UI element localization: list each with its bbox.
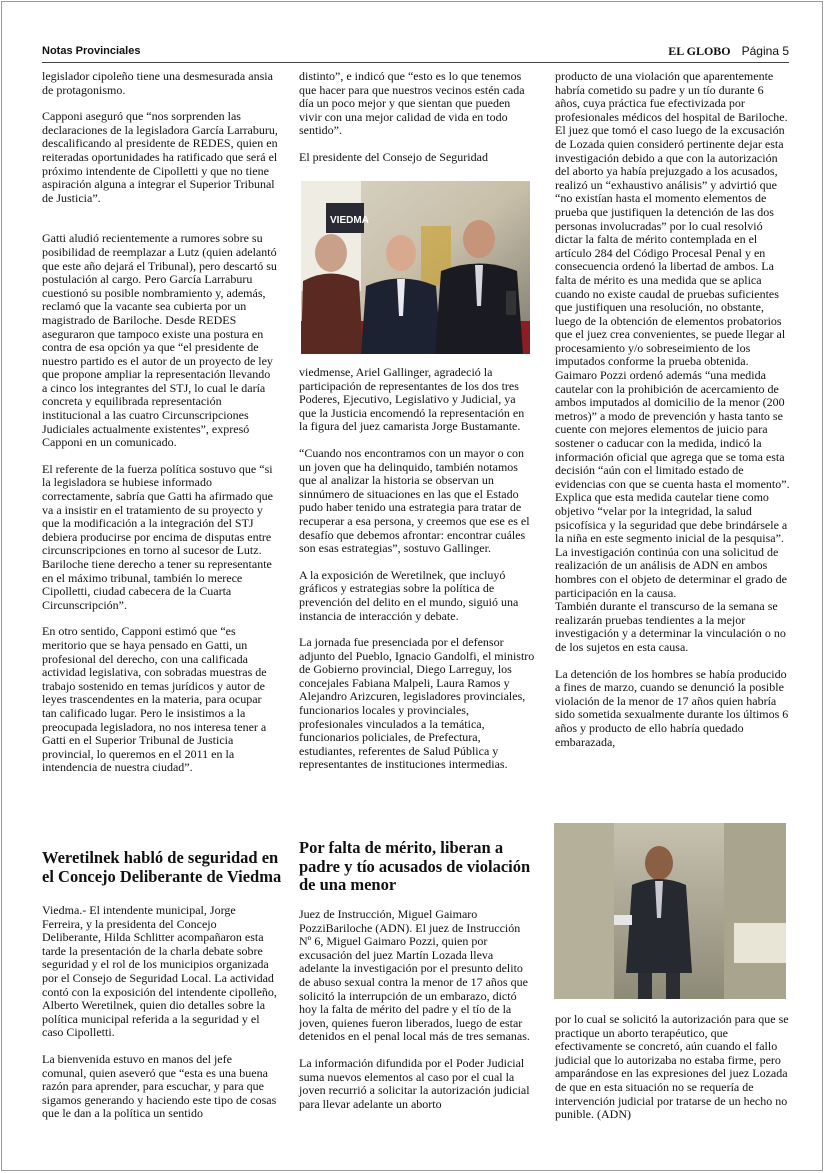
- paragraph: En otro sentido, Capponi estimó que “es meritorio que se haya pensado en Gatti, un profesional del derecho, con una calificada actividad legislativa, con sobradas muestras de trabajo sostenido en temas jurídicos y autor de leyes trascendentes en la materia, para ocupar tan calificado lugar. Pero le insistimos a la preocupada legisladora, no nos interesa tener a Gatti en el Superior Tribunal de Justicia provincial, lo queremos en el 2011 en la intendencia de nuestra ciudad”.: [42, 624, 267, 775]
- photo-security-panel: [301, 181, 530, 354]
- section-title: Notas Provinciales: [42, 45, 141, 57]
- photo-judge: [554, 823, 786, 999]
- photo-security-panel-image: [301, 181, 530, 354]
- paragraph: La información difundida por el Poder Judicial suma nuevos elementos al caso por el cual la joven recurrió a solicitar la autorización judicial para llevar adelante un aborto: [299, 1055, 530, 1111]
- photo-judge-image: [554, 823, 786, 999]
- page-header: [42, 44, 789, 63]
- paragraph: La bienvenida estuvo en manos del jefe comunal, quien aseveró que “esta es una buena razón para aprender, para escuchar, y para que sigamos generando y haciendo este tipo de cosas que le dan a la política un sentido: [42, 1051, 277, 1121]
- paragraph: El referente de la fuerza política sostuvo que “si la legisladora se hubiese informado correctamente, sabría que Gatti ha afirmado que va a insistir en el tratamiento de su proyecto y que la modificación a la integración del STJ debiera producirse por encima de disputas entre circunscripciones en torno al sucesor de Lutz. Bariloche tiene derecho a tener su representante en el máximo tribunal, también lo merece Cipolletti, ciudad cabecera de la Cuarta Circunscripción”.: [42, 461, 273, 612]
- page-number: Página 5: [741, 44, 789, 58]
- article-2-headline: Por falta de mérito, liberan a padre y tío acusados de violación de una menor: [299, 838, 531, 894]
- paragraph: A la exposición de Weretilnek, que incluyó gráficos y estrategias sobre la política de prevención del delito en el mundo, siguió una instancia de interacción y debate.: [299, 567, 519, 623]
- column-2-mid: [299, 366, 535, 785]
- paragraph: Capponi aseguró que “nos sorprenden las declaraciones de la legisladora García Larraburu, descalificando al presidente de REDES, quien en reiteradas oportunidades ha ratificado que será el próximo intendente de Cipolletti y que no tiene aspiración alguna a integrar el Superior Tribunal de Justicia”.: [42, 109, 278, 205]
- header-right: [668, 44, 789, 59]
- paragraph: La jornada fue presenciada por el defensor adjunto del Pueblo, Ignacio Gandolfi, el ministro de Gobierno provincial, Diego Larreguy, los concejales Fabiana Malpeli, Laura Ramos y Alejandro Arizcuren, legisladores provinciales, funcionarios locales y provinciales, profesionales vinculados a la temática, funcionarios policiales, de Prefectura, estudiantes, referentes de Salud Pública y representantes de instituciones intermedias.: [299, 635, 535, 772]
- column-3-top: [555, 70, 791, 762]
- column-2-top: [299, 70, 535, 178]
- paragraph: La detención de los hombres se había producido a fines de marzo, cuando se denunció la posible violación de la menor de 17 años quien habría sido sometida sexualmente durante los últimos 6 años y producto de ello habría quedado embarazada,: [555, 666, 789, 749]
- paragraph: Juez de Instrucción, Miguel Gaimaro PozziBariloche (ADN). El juez de Instrucción Nº 6, Miguel Gaimaro Pozzi, quien por excusación del juez Martín Lozada lleva adelante la investigación por el presunto delito de abuso sexual contra la menor de 17 años que solicitó la interrupción de un embarazo, dictó hoy la falta de mérito del padre y el tío de la joven, quienes fueron liberados, luego de estar detenidos en el penal local más de tres semanas.: [299, 907, 530, 1044]
- banner-text: VIEDMA: [330, 215, 369, 226]
- paragraph: [42, 218, 278, 220]
- paragraph: por lo cual se solicitó la autorización para que se practique un aborto terapéutico, que efectivamente se concretó, aún cuando el fallo judicial que lo autorizaba no estaba firme, pero amparándose en las expresiones del juez Lozada de que en esta situación no se requería de intervención judicial por tratarse de un hecho no punible. (ADN): [555, 1012, 789, 1122]
- paragraph: producto de una violación que aparentemente habría cometido su padre y un tío durante 6 años, cuya práctica fue efectivizada por profesionales médicos del hospital de Bariloche. El juez que tomó el caso luego de la excusación de Lozada quien consideró pertinente dejar esta investigación debido a que con la autorización del aborto ya había prejuzgado a los acusados, realizó un “exhaustivo análisis” y advirtió que “no existían hasta el momento elementos de prueba que justifiquen la detención de las dos personas involucradas” por lo cual resolvió dictar la falta de mérito contemplada en el artículo 284 del Código Procesal Penal y en consecuencia ordenó la libertad de ambos. La falta de mérito es una medida que se aplica cuando no existe caudal de pruebas suficientes que justifiquen una resolución, no obstante, luego de la obtención de elementos probatorios que el juez crea convenientes, se puede llegar al procesamiento y/o sobreseimiento de los imputados conforme la prueba obtenida. Gaimaro Pozzi ordenó además “una medida cautelar con la prohibición de acercamiento de ambos imputados al domicilio de la menor (200 metros)” a modo de prevención y hasta tanto se cuente con mejores elementos de juicio para sostener o caducar con la medida, indicó la información oficial que agrega que se toma esta decisión “aún con el limitado estado de evidencias con que se cuenta hasta el momento”. Explica que esta medida cautelar tiene como objetivo “velar por la integridad, la salud psicofísica y la seguridad que debe brindársele a la niña en este segmento inicial de la pesquisa”. La investigación continúa con una solicitud de realización de un análisis de ADN en ambos hombres con el objeto de determinar el grado de participación en la causa. También durante el transcurso de la semana se realizarán pruebas tendientes a la mejor investigación y a determinar la vinculación o no de los sujetos en esta causa.: [555, 69, 790, 654]
- publication-name: EL GLOBO: [668, 44, 731, 58]
- column-3-bottom: [555, 1013, 791, 1135]
- paragraph: Viedma.- El intendente municipal, Jorge Ferreira, y la presidenta del Concejo Deliberante, Hilda Schlitter acompañaron esta tarde la presentación de la charla debate sobre seguridad y el rol de los municipios organizada por el Consejo de Seguridad Local. La actividad contó con la exposición del intendente cipolleño, Alberto Weretilnek, quien dio detalles sobre la política municipal referida a la seguridad y el caso Cipolletti.: [42, 903, 277, 1040]
- paragraph: “Cuando nos encontramos con un mayor o con un joven que ha delinquido, también notamos que al analizar la historia se observan un sinnúmero de situaciones en las que el Estado pudo haber tenido una estrategia para tratar de recuperar a esa persona, y creemos que ese es el desafío que debemos afrontar: encontrar cuáles son esas estrategias”, sostuvo Gallinger.: [299, 445, 530, 556]
- article-2-body: [299, 908, 535, 1124]
- column-1-top: [42, 70, 278, 788]
- article-1-body: [42, 904, 278, 1134]
- paragraph: El presidente del Consejo de Seguridad: [299, 149, 488, 164]
- paragraph: Gatti aludió recientemente a rumores sobre su posibilidad de reemplazar a Lutz (quien adelantó que este año dejará el Tribunal), pero descartó su postulación al cargo. Pero García Larraburu cuestionó su posible nombramiento y, además, reclamó que la vacante sea cubierta por un magistrado de Bariloche. Desde REDES aseguraron que tampoco existe una postura en contra de esa opción ya que “el presidente de nuestro partido es el autor de un proyecto de ley que propone ampliar la representación llevando a cinco los integrantes del STJ, lo cual le daría concreta y equilibrada representación institucional a las cuatro Circunscripciones Judiciales actualmente existentes”, expresó Capponi en un comunicado.: [42, 231, 277, 450]
- article-1-headline: Weretilnek habló de seguridad en el Concejo Deliberante de Viedma: [42, 848, 282, 886]
- paragraph: distinto”, e indicó que “esto es lo que tenemos que hacer para que nuestros vecinos estén cada día un poco mejor y que sientan que pueden vivir con una mejor calidad de vida en todo sentido”.: [299, 69, 525, 138]
- paragraph: legislador cipoleño tiene una desmesurada ansia de protagonismo.: [42, 69, 273, 97]
- paragraph: viedmense, Ariel Gallinger, agradeció la participación de representantes de los dos tres Poderes, Ejecutivo, Legislativo y Judicial, ya que la Justicia encomendó la representación en la figura del juez camarista Jorge Bustamante.: [299, 365, 525, 434]
